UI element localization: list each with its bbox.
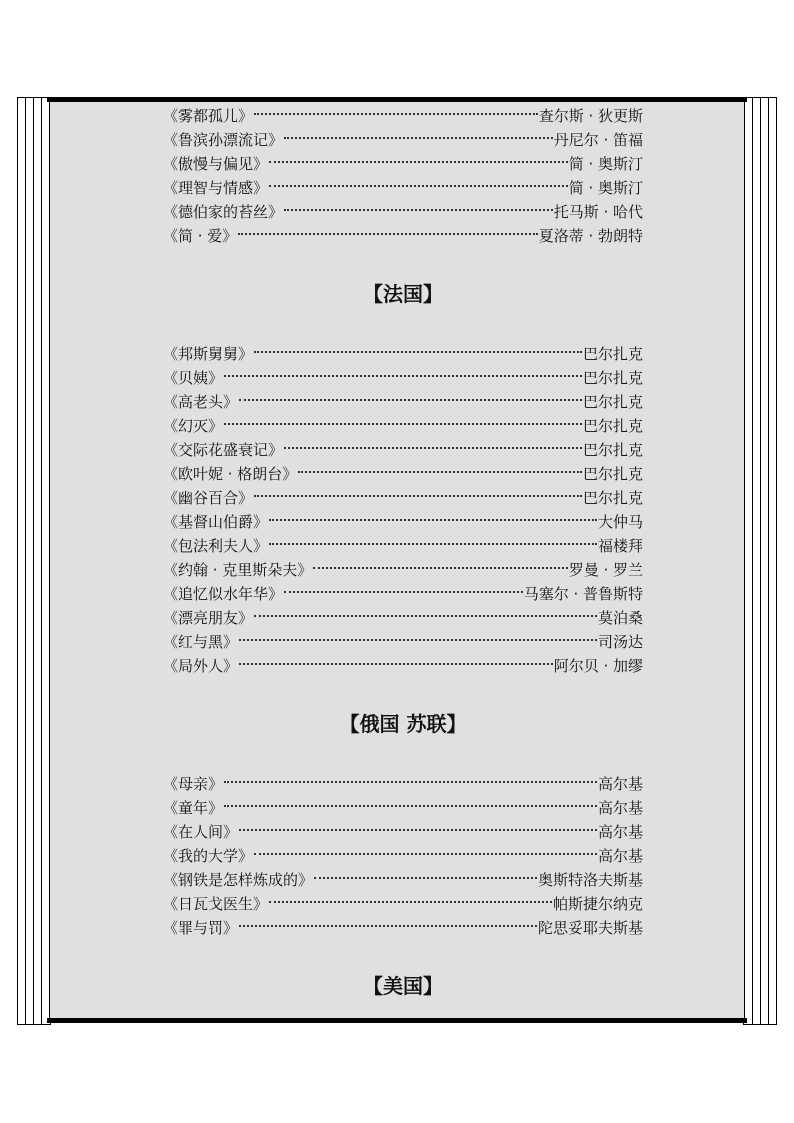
- dot-leader: [254, 351, 582, 353]
- book-title: 《欧叶妮 · 格朗台》: [163, 465, 298, 483]
- book-author: 简 · 奥斯汀: [568, 179, 643, 197]
- dot-leader: [284, 591, 523, 593]
- dot-leader: [313, 567, 567, 569]
- book-author: 丹尼尔 · 笛福: [553, 131, 643, 149]
- book-author: 马塞尔 · 普鲁斯特: [523, 585, 643, 603]
- book-title: 《雾都孤儿》: [163, 107, 254, 125]
- dot-leader: [298, 471, 582, 473]
- book-entry: [163, 916, 643, 940]
- book-author: 高尔基: [597, 847, 643, 865]
- book-title: 《我的大学》: [163, 847, 254, 865]
- book-entry: [163, 104, 643, 128]
- book-title: 《约翰 · 克里斯朵夫》: [163, 561, 313, 579]
- book-title: 《鲁滨孙漂流记》: [163, 131, 284, 149]
- book-author: 大仲马: [597, 513, 643, 531]
- book-entry: [163, 366, 643, 390]
- dot-leader: [284, 209, 553, 211]
- book-title: 《幻灭》: [163, 417, 224, 435]
- book-entry: [163, 892, 643, 916]
- book-entry: [163, 796, 643, 820]
- dot-leader: [284, 137, 553, 139]
- dot-leader: [284, 447, 582, 449]
- book-author: 巴尔扎克: [582, 369, 643, 387]
- book-author: 夏洛蒂 · 勃朗特: [538, 227, 643, 245]
- book-title: 《包法利夫人》: [163, 537, 269, 555]
- book-entry: [163, 152, 643, 176]
- book-author: 罗曼 · 罗兰: [568, 561, 643, 579]
- book-author: 高尔基: [597, 799, 643, 817]
- dot-leader: [254, 615, 597, 617]
- book-entry: [163, 558, 643, 582]
- book-entry: [163, 772, 643, 796]
- dot-leader: [239, 663, 553, 665]
- book-entry: [163, 486, 643, 510]
- top-rule: [47, 97, 747, 102]
- section-heading: 【美国】: [363, 974, 443, 998]
- book-author: 巴尔扎克: [582, 417, 643, 435]
- book-author: 巴尔扎克: [582, 393, 643, 411]
- dot-leader: [254, 113, 538, 115]
- book-title: 《高老头》: [163, 393, 239, 411]
- book-entry: [163, 630, 643, 654]
- dot-leader: [269, 161, 568, 163]
- dot-leader: [224, 781, 597, 783]
- book-title: 《在人间》: [163, 823, 239, 841]
- book-title: 《理智与情感》: [163, 179, 269, 197]
- book-title: 《母亲》: [163, 775, 224, 793]
- dot-leader: [239, 639, 597, 641]
- book-author: 阿尔贝 · 加缪: [553, 657, 643, 675]
- book-author: 查尔斯 · 狄更斯: [538, 107, 643, 125]
- book-entry: [163, 342, 643, 366]
- dot-leader: [224, 805, 597, 807]
- book-entry: [163, 176, 643, 200]
- book-entry: [163, 510, 643, 534]
- book-title: 《幽谷百合》: [163, 489, 254, 507]
- book-entry: [163, 868, 643, 892]
- dot-leader: [239, 925, 537, 927]
- book-title: 《局外人》: [163, 657, 239, 675]
- dot-leader: [239, 399, 582, 401]
- book-entry: [163, 534, 643, 558]
- book-entry: [163, 438, 643, 462]
- book-author: 托马斯 · 哈代: [553, 203, 643, 221]
- book-author: 奥斯特洛夫斯基: [537, 871, 643, 889]
- book-entry: [163, 224, 643, 248]
- dot-leader: [314, 877, 537, 879]
- section-heading: 【法国】: [363, 282, 443, 306]
- dot-leader: [269, 901, 552, 903]
- book-title: 《简 · 爱》: [163, 227, 238, 245]
- book-entry: [163, 654, 643, 678]
- book-entry: [163, 582, 643, 606]
- book-author: 高尔基: [597, 775, 643, 793]
- dot-leader: [224, 375, 582, 377]
- book-title: 《钢铁是怎样炼成的》: [163, 871, 314, 889]
- section-heading: 【俄国 苏联】: [339, 712, 467, 736]
- dot-leader: [269, 185, 568, 187]
- book-title: 《基督山伯爵》: [163, 513, 269, 531]
- book-author: 巴尔扎克: [582, 489, 643, 507]
- book-title: 《追忆似水年华》: [163, 585, 284, 603]
- book-author: 陀思妥耶夫斯基: [537, 919, 643, 937]
- book-author: 巴尔扎克: [582, 441, 643, 459]
- book-entry: [163, 200, 643, 224]
- book-entry: [163, 844, 643, 868]
- book-title: 《德伯家的苔丝》: [163, 203, 284, 221]
- dot-leader: [269, 543, 597, 545]
- dot-leader: [238, 233, 537, 235]
- book-author: 帕斯捷尔纳克: [552, 895, 643, 913]
- book-author: 简 · 奥斯汀: [568, 155, 643, 173]
- dot-leader: [269, 519, 597, 521]
- book-title: 《傲慢与偏见》: [163, 155, 269, 173]
- book-author: 司汤达: [597, 633, 643, 651]
- book-list: [163, 104, 643, 1034]
- book-entry: [163, 390, 643, 414]
- book-entry: [163, 414, 643, 438]
- book-author: 巴尔扎克: [582, 345, 643, 363]
- book-entry: [163, 820, 643, 844]
- book-title: 《红与黑》: [163, 633, 239, 651]
- dot-leader: [254, 495, 582, 497]
- dot-leader: [254, 853, 597, 855]
- book-entry: [163, 606, 643, 630]
- dot-leader: [239, 829, 597, 831]
- book-author: 高尔基: [597, 823, 643, 841]
- book-author: 巴尔扎克: [582, 465, 643, 483]
- book-title: 《贝姨》: [163, 369, 224, 387]
- book-author: 莫泊桑: [597, 609, 643, 627]
- book-title: 《日瓦戈医生》: [163, 895, 269, 913]
- book-entry: [163, 128, 643, 152]
- book-title: 《漂亮朋友》: [163, 609, 254, 627]
- book-title: 《交际花盛衰记》: [163, 441, 284, 459]
- book-entry: [163, 462, 643, 486]
- book-title: 《邦斯舅舅》: [163, 345, 254, 363]
- book-title: 《罪与罚》: [163, 919, 239, 937]
- book-author: 福楼拜: [597, 537, 643, 555]
- dot-leader: [224, 423, 582, 425]
- book-title: 《童年》: [163, 799, 224, 817]
